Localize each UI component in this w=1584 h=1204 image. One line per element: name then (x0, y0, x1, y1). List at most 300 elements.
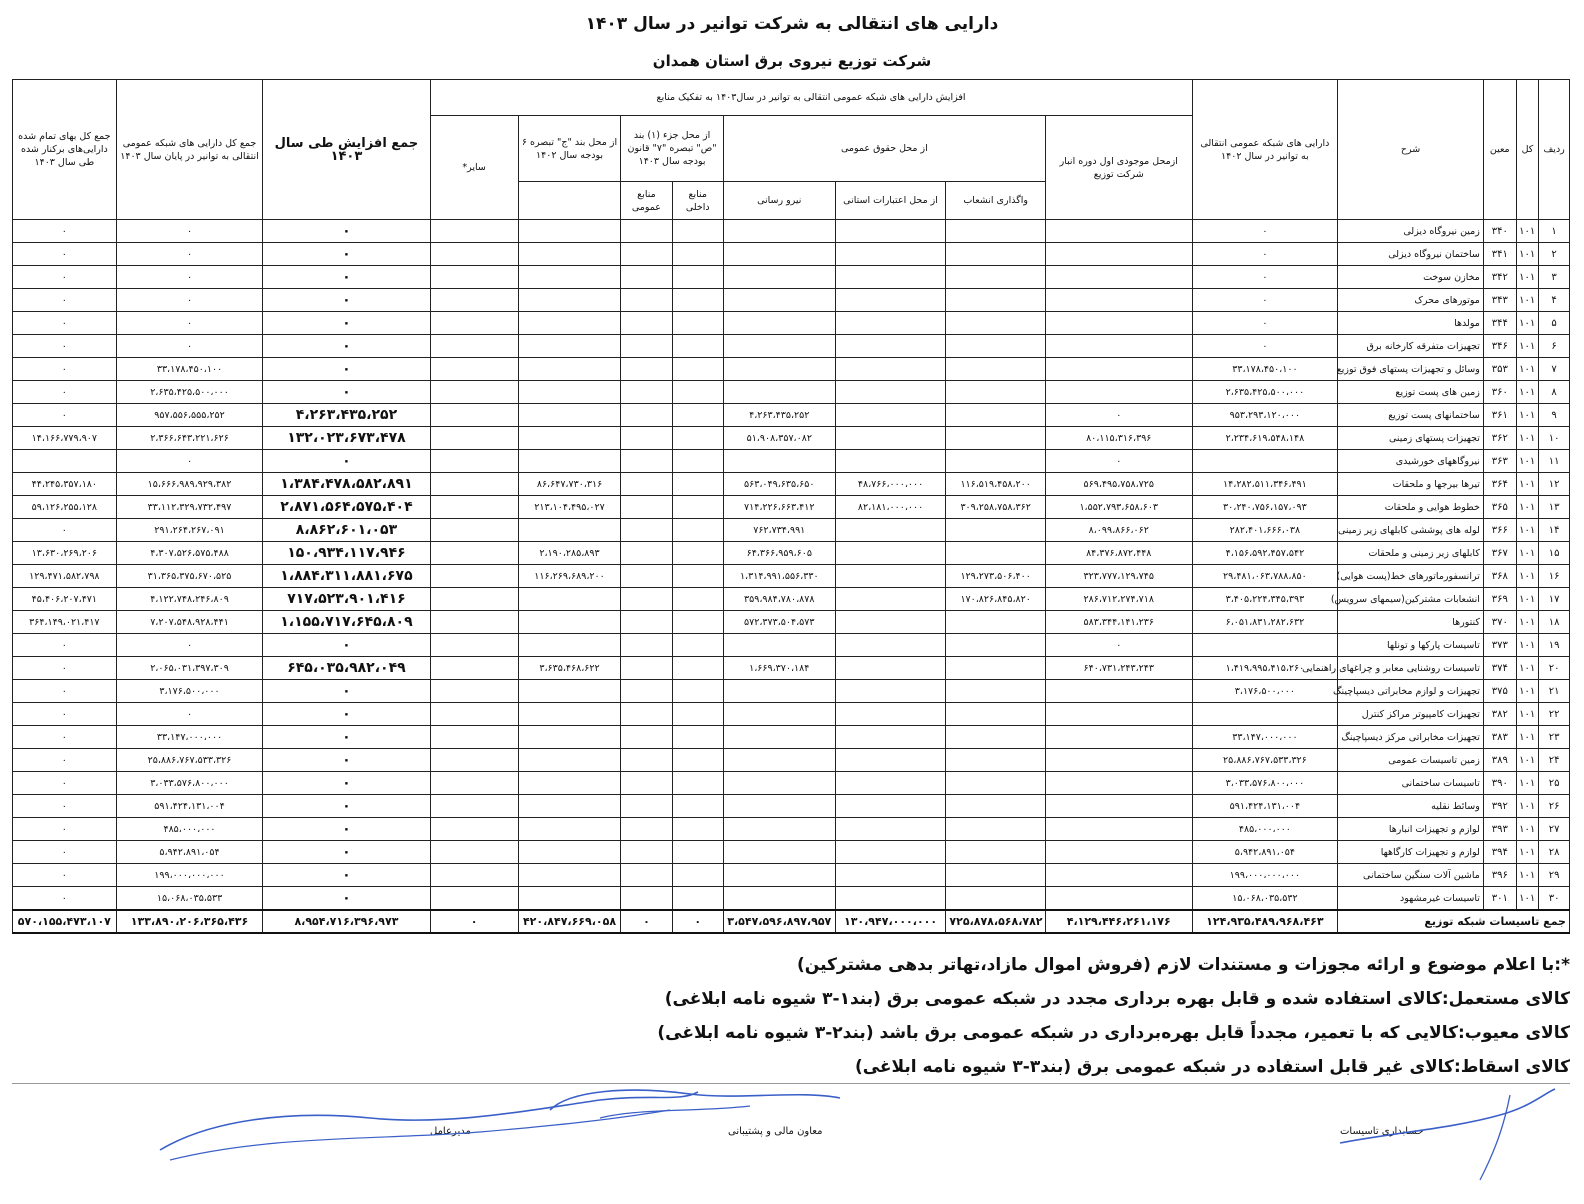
cell-moein: ۳۹۲ (1483, 795, 1516, 818)
cell-inventory (1045, 312, 1192, 335)
cell-radif: ۱۰ (1539, 427, 1570, 450)
cell-power (723, 266, 835, 289)
cell-split (946, 312, 1045, 335)
cell-retired: ۰ (13, 864, 117, 887)
cell-others (430, 404, 518, 427)
header-end-1402: دارایی های شبکه عمومی انتقالی به توانیر در سال ۱۴۰۲ (1192, 80, 1338, 220)
cell-provincial (835, 450, 946, 473)
cell-sharh: تجهیزات و لوازم مخابراتی دیسپاچینگ (1338, 680, 1484, 703)
table-row (13, 243, 1570, 266)
cell-internal (672, 611, 723, 634)
cell-inventory: ۵۸۳،۳۴۴،۱۴۱،۲۳۶ (1045, 611, 1192, 634)
cell-radif: ۲۳ (1539, 726, 1570, 749)
header-band-j-blank (518, 182, 621, 220)
cell-internal (672, 588, 723, 611)
cell-kol: ۱۰۱ (1516, 703, 1539, 726)
cell-kol: ۱۰۱ (1516, 473, 1539, 496)
cell-end-1402: ۰ (1192, 335, 1338, 358)
cell-provincial (835, 519, 946, 542)
cell-internal (672, 496, 723, 519)
cell-moein: ۳۴۳ (1483, 289, 1516, 312)
cell-sharh: کنتورها (1338, 611, 1484, 634)
cell-end-1402: ۱۴،۲۸۲،۵۱۱،۳۴۶،۴۹۱ (1192, 473, 1338, 496)
cell-others (430, 588, 518, 611)
table-row (13, 887, 1570, 911)
cell-sharh: ترانسفورماتورهای خط(پست هوایی) (1338, 565, 1484, 588)
cell-public (621, 335, 672, 358)
cell-retired: ۰ (13, 657, 117, 680)
cell-band-j: ۳،۶۳۵،۴۶۸،۶۲۲ (518, 657, 621, 680)
cell-inventory (1045, 335, 1192, 358)
table-row (13, 542, 1570, 565)
cell-end-1402: ۳،۰۳۳،۵۷۶،۸۰۰،۰۰۰ (1192, 772, 1338, 795)
cell-provincial (835, 404, 946, 427)
cell-end-1402 (1192, 703, 1338, 726)
cell-sharh: زمین تاسیسات عمومی (1338, 749, 1484, 772)
cell-kol: ۱۰۱ (1516, 266, 1539, 289)
cell-others (430, 266, 518, 289)
cell-split (946, 680, 1045, 703)
total-inventory: ۴،۱۲۹،۴۴۶،۲۶۱،۱۷۶ (1045, 910, 1192, 933)
cell-band-j (518, 427, 621, 450)
cell-moein: ۳۵۳ (1483, 358, 1516, 381)
header-sub-public: منابع عمومی (621, 182, 672, 220)
cell-inventory: ۸۰،۱۱۵،۳۱۶،۳۹۶ (1045, 427, 1192, 450)
cell-internal (672, 404, 723, 427)
cell-total-end: ۰ (116, 220, 263, 243)
cell-retired: ۴۵،۴۰۶،۲۰۷،۴۷۱ (13, 588, 117, 611)
cell-radif: ۱۸ (1539, 611, 1570, 634)
cell-others (430, 818, 518, 841)
cell-public (621, 680, 672, 703)
table-row (13, 404, 1570, 427)
cell-sharh: لوله های پوششی کابلهای زیر زمینی (1338, 519, 1484, 542)
cell-radif: ۸ (1539, 381, 1570, 404)
cell-total-increase: ۰ (263, 703, 430, 726)
cell-public (621, 565, 672, 588)
cell-others (430, 427, 518, 450)
cell-split (946, 266, 1045, 289)
cell-power: ۵۱،۹۰۸،۳۵۷،۰۸۲ (723, 427, 835, 450)
cell-provincial (835, 634, 946, 657)
cell-kol: ۱۰۱ (1516, 358, 1539, 381)
cell-end-1402: ۵۹۱،۴۲۴،۱۳۱،۰۰۴ (1192, 795, 1338, 818)
cell-inventory: ۰ (1045, 404, 1192, 427)
cell-retired: ۰ (13, 358, 117, 381)
cell-total-increase: ۰ (263, 841, 430, 864)
cell-retired: ۰ (13, 634, 117, 657)
cell-power: ۷۶۲،۷۳۴،۹۹۱ (723, 519, 835, 542)
cell-retired: ۰ (13, 795, 117, 818)
cell-power: ۵۷۲،۳۷۳،۵۰۴،۵۷۳ (723, 611, 835, 634)
cell-radif: ۱۵ (1539, 542, 1570, 565)
cell-inventory (1045, 703, 1192, 726)
cell-internal (672, 220, 723, 243)
cell-moein: ۳۸۲ (1483, 703, 1516, 726)
cell-end-1402: ۳،۱۷۶،۵۰۰،۰۰۰ (1192, 680, 1338, 703)
cell-retired: ۵۹،۱۲۶،۲۵۵،۱۲۸ (13, 496, 117, 519)
cell-end-1402: ۲،۲۳۴،۶۱۹،۵۴۸،۱۴۸ (1192, 427, 1338, 450)
total-total-increase: ۸،۹۵۴،۷۱۶،۳۹۶،۹۷۳ (263, 910, 430, 933)
cell-provincial (835, 542, 946, 565)
cell-sharh: لوازم و تجهیزات انبارها (1338, 818, 1484, 841)
cell-total-end: ۴،۳۰۷،۵۲۶،۵۷۵،۴۸۸ (116, 542, 263, 565)
cell-others (430, 519, 518, 542)
table-row (13, 473, 1570, 496)
cell-total-increase: ۰ (263, 726, 430, 749)
cell-end-1402: ۲۹،۴۸۱،۰۶۳،۷۸۸،۸۵۰ (1192, 565, 1338, 588)
cell-sharh: تاسیسات ساختمانی (1338, 772, 1484, 795)
cell-others (430, 220, 518, 243)
document-title: دارایی های انتقالی به شرکت توانیر در سال ۱۴۰۳ (585, 14, 999, 34)
cell-internal (672, 358, 723, 381)
table-row (13, 841, 1570, 864)
cell-public (621, 358, 672, 381)
cell-internal (672, 519, 723, 542)
cell-band-j (518, 703, 621, 726)
cell-retired: ۰ (13, 772, 117, 795)
cell-split (946, 841, 1045, 864)
cell-others (430, 565, 518, 588)
cell-provincial (835, 611, 946, 634)
cell-internal (672, 795, 723, 818)
cell-moein: ۳۴۰ (1483, 220, 1516, 243)
table-row (13, 726, 1570, 749)
cell-total-end: ۹۵۷،۵۵۶،۵۵۵،۲۵۲ (116, 404, 263, 427)
assets-table-body (13, 220, 1570, 934)
cell-moein: ۳۶۶ (1483, 519, 1516, 542)
cell-kol: ۱۰۱ (1516, 243, 1539, 266)
cell-others (430, 772, 518, 795)
cell-band-j (518, 887, 621, 911)
cell-retired: ۰ (13, 312, 117, 335)
assets-table (12, 79, 1570, 934)
cell-radif: ۱۶ (1539, 565, 1570, 588)
cell-total-end: ۳۳،۱۴۷،۰۰۰،۰۰۰ (116, 726, 263, 749)
cell-sharh: تاسیسات روشنایی معابر و چراغهای راهنمایی (1338, 657, 1484, 680)
cell-public (621, 703, 672, 726)
cell-radif: ۱۱ (1539, 450, 1570, 473)
cell-split (946, 427, 1045, 450)
cell-total-increase: ۰ (263, 680, 430, 703)
cell-public (621, 220, 672, 243)
cell-end-1402: ۵،۹۴۲،۸۹۱،۰۵۴ (1192, 841, 1338, 864)
cell-band-j (518, 818, 621, 841)
signature-label-deputy: معاون مالی و پشتیبانی (728, 1126, 823, 1137)
cell-kol: ۱۰۱ (1516, 841, 1539, 864)
signature-label-accounting: حسابداری تاسیسات (1340, 1126, 1424, 1137)
cell-power: ۴،۲۶۳،۴۳۵،۲۵۲ (723, 404, 835, 427)
cell-split (946, 243, 1045, 266)
cell-inventory (1045, 864, 1192, 887)
cell-kol: ۱۰۱ (1516, 818, 1539, 841)
cell-total-end: ۴۸۵،۰۰۰،۰۰۰ (116, 818, 263, 841)
cell-internal (672, 703, 723, 726)
cell-total-end: ۷،۲۰۷،۵۴۸،۹۲۸،۴۴۱ (116, 611, 263, 634)
cell-total-end: ۱۹۹،۰۰۰،۰۰۰،۰۰۰ (116, 864, 263, 887)
cell-band-j (518, 519, 621, 542)
cell-total-end: ۳۳،۱۱۲،۳۲۹،۷۳۲،۴۹۷ (116, 496, 263, 519)
cell-internal (672, 381, 723, 404)
cell-internal (672, 427, 723, 450)
cell-split: ۱۷۰،۸۲۶،۸۴۵،۸۲۰ (946, 588, 1045, 611)
cell-sharh: وسائط نقلیه (1338, 795, 1484, 818)
total-retired: ۵۷۰،۱۵۵،۴۷۳،۱۰۷ (13, 910, 117, 933)
cell-inventory: ۰ (1045, 634, 1192, 657)
header-kol: کل (1516, 80, 1539, 220)
cell-split: ۱۲۹،۲۷۳،۵۰۶،۴۰۰ (946, 565, 1045, 588)
cell-power (723, 726, 835, 749)
cell-radif: ۲۴ (1539, 749, 1570, 772)
cell-sharh: انشعابات مشترکین(سیمهای سرویس) (1338, 588, 1484, 611)
header-sub-power: نیرو رسانی (723, 182, 835, 220)
cell-inventory (1045, 887, 1192, 911)
cell-total-end: ۲۵،۸۸۶،۷۶۷،۵۳۳،۳۲۶ (116, 749, 263, 772)
cell-retired: ۰ (13, 404, 117, 427)
table-row (13, 657, 1570, 680)
table-row (13, 450, 1570, 473)
cell-radif: ۴ (1539, 289, 1570, 312)
cell-inventory (1045, 726, 1192, 749)
cell-split (946, 611, 1045, 634)
cell-band-j (518, 404, 621, 427)
cell-kol: ۱۰۱ (1516, 864, 1539, 887)
cell-kol: ۱۰۱ (1516, 450, 1539, 473)
cell-moein: ۳۹۳ (1483, 818, 1516, 841)
cell-inventory (1045, 358, 1192, 381)
cell-split (946, 404, 1045, 427)
cell-end-1402: ۲۸۲،۴۰۱،۶۶۶،۰۳۸ (1192, 519, 1338, 542)
cell-provincial (835, 864, 946, 887)
cell-retired: ۰ (13, 680, 117, 703)
cell-total-increase: ۶۴۵،۰۳۵،۹۸۲،۰۴۹ (263, 657, 430, 680)
cell-inventory: ۸،۰۹۹،۸۶۶،۰۶۲ (1045, 519, 1192, 542)
cell-retired: ۰ (13, 887, 117, 911)
cell-radif: ۳ (1539, 266, 1570, 289)
cell-moein: ۳۴۲ (1483, 266, 1516, 289)
cell-radif: ۲۸ (1539, 841, 1570, 864)
cell-kol: ۱۰۱ (1516, 404, 1539, 427)
cell-total-increase: ۰ (263, 887, 430, 911)
cell-end-1402: ۰ (1192, 266, 1338, 289)
cell-total-end: ۱۵،۶۶۶،۹۸۹،۹۲۹،۳۸۲ (116, 473, 263, 496)
cell-sharh: تجهیزات پستهای زمینی (1338, 427, 1484, 450)
cell-power (723, 335, 835, 358)
cell-internal (672, 289, 723, 312)
cell-others (430, 680, 518, 703)
cell-total-increase: ۰ (263, 772, 430, 795)
header-radif: ردیف (1539, 80, 1570, 220)
cell-public (621, 473, 672, 496)
cell-total-end: ۲،۳۶۶،۶۴۳،۲۲۱،۶۲۶ (116, 427, 263, 450)
cell-internal (672, 565, 723, 588)
cell-sharh: تجهیزات متفرقه کارخانه برق (1338, 335, 1484, 358)
cell-total-increase: ۰ (263, 818, 430, 841)
cell-kol: ۱۰۱ (1516, 680, 1539, 703)
footnote-others: *:با اعلام موضوع و ارائه مجوزات و مستندات لازم (فروش اموال مازاد،تهاتر بدهی مشترکین) (797, 955, 1570, 975)
cell-total-end: ۴،۱۲۲،۷۴۸،۲۴۶،۸۰۹ (116, 588, 263, 611)
cell-total-end: ۰ (116, 634, 263, 657)
cell-public (621, 496, 672, 519)
cell-internal (672, 473, 723, 496)
cell-kol: ۱۰۱ (1516, 496, 1539, 519)
cell-provincial (835, 818, 946, 841)
cell-inventory: ۸۴،۳۷۶،۸۷۲،۴۴۸ (1045, 542, 1192, 565)
cell-retired: ۰ (13, 818, 117, 841)
cell-radif: ۵ (1539, 312, 1570, 335)
cell-moein: ۳۶۷ (1483, 542, 1516, 565)
cell-others (430, 450, 518, 473)
cell-end-1402: ۳۰،۲۴۰،۷۵۶،۱۵۷،۰۹۳ (1192, 496, 1338, 519)
cell-provincial (835, 289, 946, 312)
cell-retired: ۰ (13, 220, 117, 243)
cell-others (430, 749, 518, 772)
cell-sharh: تجهیزات کامپیوتر مراکز کنترل (1338, 703, 1484, 726)
cell-radif: ۲۱ (1539, 680, 1570, 703)
cell-band-j (518, 634, 621, 657)
cell-radif: ۲۷ (1539, 818, 1570, 841)
cell-provincial (835, 335, 946, 358)
cell-public (621, 450, 672, 473)
cell-total-increase: ۰ (263, 335, 430, 358)
cell-kol: ۱۰۱ (1516, 542, 1539, 565)
cell-moein: ۳۶۱ (1483, 404, 1516, 427)
cell-sharh: خطوط هوایی و ملحقات (1338, 496, 1484, 519)
cell-radif: ۱ (1539, 220, 1570, 243)
table-row (13, 565, 1570, 588)
cell-power (723, 818, 835, 841)
cell-total-increase: ۰ (263, 864, 430, 887)
cell-retired: ۰ (13, 243, 117, 266)
table-row (13, 381, 1570, 404)
header-sub-internal: منابع داخلی (672, 182, 723, 220)
cell-sharh: مولدها (1338, 312, 1484, 335)
cell-provincial (835, 358, 946, 381)
assets-table-container (12, 79, 1570, 934)
cell-kol: ۱۰۱ (1516, 565, 1539, 588)
cell-moein: ۳۷۵ (1483, 680, 1516, 703)
cell-radif: ۳۰ (1539, 887, 1570, 911)
cell-band-j (518, 680, 621, 703)
cell-provincial (835, 312, 946, 335)
cell-power: ۶۴،۳۶۶،۹۵۹،۶۰۵ (723, 542, 835, 565)
cell-end-1402: ۳۳،۱۴۷،۰۰۰،۰۰۰ (1192, 726, 1338, 749)
cell-public (621, 887, 672, 911)
cell-kol: ۱۰۱ (1516, 220, 1539, 243)
cell-inventory (1045, 220, 1192, 243)
table-row (13, 220, 1570, 243)
cell-split (946, 887, 1045, 911)
cell-internal (672, 634, 723, 657)
table-row (13, 358, 1570, 381)
cell-split: ۱۱۶،۵۱۹،۴۵۸،۲۰۰ (946, 473, 1045, 496)
total-band-j: ۴۲۰،۸۴۷،۶۶۹،۰۵۸ (518, 910, 621, 933)
cell-band-j: ۲،۱۹۰،۲۸۵،۸۹۳ (518, 542, 621, 565)
header-increase-group: افزایش دارایی های شبکه عمومی انتقالی به توانیر در سال۱۴۰۳ به تفکیک منابع (430, 80, 1192, 116)
cell-power (723, 312, 835, 335)
cell-others (430, 611, 518, 634)
cell-retired: ۱۲۹،۴۷۱،۵۸۲،۷۹۸ (13, 565, 117, 588)
cell-sharh: تاسیسات غیرمشهود (1338, 887, 1484, 911)
cell-band-j (518, 611, 621, 634)
cell-power (723, 864, 835, 887)
cell-band-j: ۲۱۳،۱۰۴،۴۹۵،۰۲۷ (518, 496, 621, 519)
cell-radif: ۱۷ (1539, 588, 1570, 611)
cell-kol: ۱۰۱ (1516, 289, 1539, 312)
cell-moein: ۳۶۸ (1483, 565, 1516, 588)
table-row (13, 703, 1570, 726)
cell-moein: ۳۷۴ (1483, 657, 1516, 680)
cell-public (621, 634, 672, 657)
cell-others (430, 864, 518, 887)
cell-power (723, 795, 835, 818)
cell-power (723, 381, 835, 404)
cell-internal (672, 266, 723, 289)
cell-others (430, 289, 518, 312)
table-row (13, 611, 1570, 634)
cell-public (621, 243, 672, 266)
cell-internal (672, 726, 723, 749)
cell-total-end: ۳۳،۱۷۸،۴۵۰،۱۰۰ (116, 358, 263, 381)
cell-kol: ۱۰۱ (1516, 795, 1539, 818)
cell-split (946, 749, 1045, 772)
table-row (13, 749, 1570, 772)
cell-public (621, 657, 672, 680)
cell-inventory (1045, 795, 1192, 818)
table-row (13, 864, 1570, 887)
cell-others (430, 542, 518, 565)
cell-others (430, 634, 518, 657)
cell-radif: ۲۹ (1539, 864, 1570, 887)
cell-provincial (835, 220, 946, 243)
header-from-public-rights: از محل حقوق عمومی (723, 116, 1045, 182)
cell-sharh: مخازن سوخت (1338, 266, 1484, 289)
cell-kol: ۱۰۱ (1516, 749, 1539, 772)
cell-power: ۱،۳۱۴،۹۹۱،۵۵۶،۳۳۰ (723, 565, 835, 588)
cell-total-increase: ۱،۸۸۴،۳۱۱،۸۸۱،۶۷۵ (263, 565, 430, 588)
cell-power: ۳۵۹،۹۸۴،۷۸۰،۸۷۸ (723, 588, 835, 611)
table-row (13, 588, 1570, 611)
cell-power: ۵۶۳،۰۴۹،۶۳۵،۶۵۰ (723, 473, 835, 496)
deputy-signature (540, 1078, 860, 1148)
cell-total-end: ۳۱،۳۶۵،۳۷۵،۶۷۰،۵۲۵ (116, 565, 263, 588)
table-row (13, 680, 1570, 703)
cell-band-j (518, 450, 621, 473)
cell-total-end: ۲۹۱،۲۶۴،۲۶۷،۰۹۱ (116, 519, 263, 542)
cell-kol: ۱۰۱ (1516, 611, 1539, 634)
cell-split (946, 519, 1045, 542)
cell-end-1402: ۴۸۵،۰۰۰،۰۰۰ (1192, 818, 1338, 841)
cell-retired: ۴۴،۲۴۵،۳۵۷،۱۸۰ (13, 473, 117, 496)
table-row (13, 312, 1570, 335)
cell-internal (672, 772, 723, 795)
cell-band-j (518, 266, 621, 289)
cell-internal (672, 749, 723, 772)
cell-total-end: ۲،۰۶۵،۰۳۱،۳۹۷،۳۰۹ (116, 657, 263, 680)
cell-sharh: تاسیسات پارکها و تونلها (1338, 634, 1484, 657)
cell-split (946, 220, 1045, 243)
totals-row (13, 910, 1570, 933)
cell-moein: ۳۶۲ (1483, 427, 1516, 450)
cell-power (723, 243, 835, 266)
cell-total-end: ۰ (116, 243, 263, 266)
cell-power (723, 772, 835, 795)
cell-sharh: تجهیزات مخابراتی مرکز دیسپاچینگ (1338, 726, 1484, 749)
cell-power (723, 450, 835, 473)
cell-retired: ۰ (13, 289, 117, 312)
cell-kol: ۱۰۱ (1516, 657, 1539, 680)
cell-kol: ۱۰۱ (1516, 519, 1539, 542)
